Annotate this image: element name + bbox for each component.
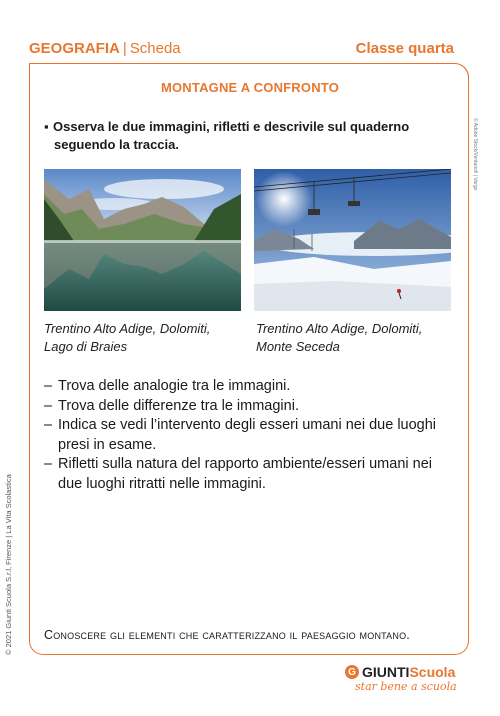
instruction-line-2: seguendo la traccia. — [54, 137, 179, 152]
task-text: Indica se vedi l’intervento degli esseri umani nei due luoghi presi in esame. — [58, 417, 437, 453]
logo-tagline: star bene a scuola — [355, 680, 457, 693]
caption-photo-2 — [256, 320, 422, 356]
caption-photo-2-line-1: Trentino Alto Adige, Dolomiti, — [256, 321, 423, 336]
header-left — [29, 40, 181, 57]
task-list — [44, 377, 454, 494]
logo-giunti: GIUNTI — [362, 664, 410, 680]
publisher-logo — [345, 664, 460, 693]
photo-lago-di-braies — [44, 169, 241, 311]
task-item — [44, 455, 454, 494]
photo-monte-seceda — [254, 169, 451, 311]
caption-photo-2-line-2: Monte Seceda — [256, 339, 340, 354]
task-item — [44, 397, 454, 417]
logo-wordmark — [345, 664, 460, 680]
task-text: Trova delle differenze tra le immagini. — [58, 397, 299, 414]
instruction-line-1: Osserva le due immagini, rifletti e descrivile sul quaderno — [53, 119, 410, 134]
task-item — [44, 377, 454, 397]
learning-objective: Conoscere gli elementi che caratterizzano il paesaggio montano. — [44, 628, 410, 642]
logo-scuola: Scuola — [409, 664, 456, 680]
dash-icon: – — [44, 397, 53, 414]
instruction — [44, 118, 444, 154]
task-item — [44, 416, 454, 455]
subject-label: GEOGRAFIA — [29, 40, 120, 57]
dash-icon: – — [44, 417, 53, 433]
caption-photo-1-line-2: Lago di Braies — [44, 339, 128, 354]
grade-label: Classe quarta — [355, 40, 454, 57]
bullet-icon: ▪ — [44, 119, 49, 134]
task-text: Trova delle analogie tra le immagini. — [58, 378, 291, 394]
task-text: Rifletti sulla natura del rapporto ambiente/esseri umani nei due luoghi ritratti nelle immagini. — [58, 456, 432, 492]
caption-photo-1 — [44, 320, 210, 356]
dash-icon: – — [44, 378, 53, 394]
giunti-g-icon: G — [345, 665, 359, 679]
page-title: MONTAGNE A CONFRONTO — [160, 80, 340, 95]
sheet-type-label: Scheda — [129, 40, 181, 57]
caption-photo-1-line-1: Trentino Alto Adige, Dolomiti, — [44, 321, 211, 336]
dash-icon: – — [44, 456, 53, 472]
copyright-notice: © 2021 Giunti Scuola S.r.l, Firenze | La Vita Scolastica — [4, 474, 13, 655]
photo-credit: © Adobe Stock/Ventanofi | Vargo — [472, 118, 478, 191]
header-separator: | — [122, 40, 127, 57]
